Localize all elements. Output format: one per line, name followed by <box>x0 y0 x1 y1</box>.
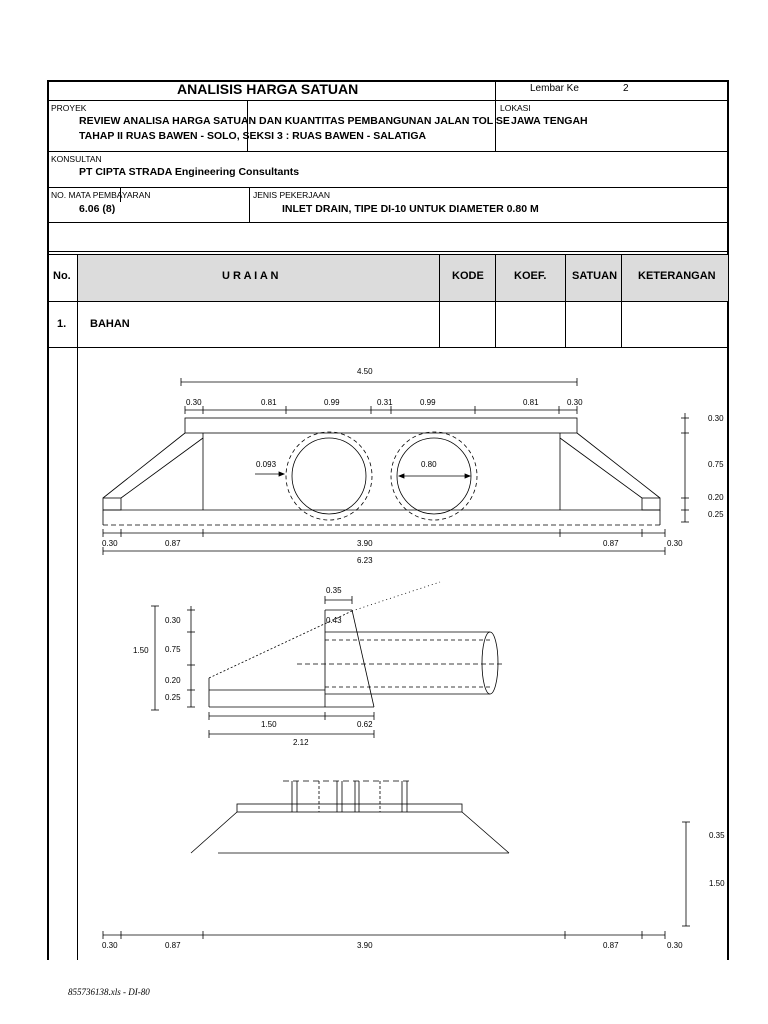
dim-bottom-seg: 3.90 <box>357 941 373 950</box>
dim-bottom-seg: 3.90 <box>357 539 373 548</box>
col-header-satuan: SATUAN <box>572 270 618 282</box>
dim-left: 0.25 <box>165 693 181 702</box>
col-header-uraian: U R A I A N <box>222 270 279 282</box>
proyek-label: PROYEK <box>51 103 87 113</box>
dim-slope: 0.43 <box>326 616 342 625</box>
proyek-line1: REVIEW ANALISA HARGA SATUAN DAN KUANTITAS PEMBANGUNAN JALAN TOL SE <box>79 115 510 127</box>
jenis-pekerjaan-value: INLET DRAIN, TIPE DI-10 UNTUK DIAMETER 0.80 M <box>282 203 539 215</box>
dim-bottom-total: 6.23 <box>357 556 373 565</box>
dim-top-seg: 0.31 <box>377 398 393 407</box>
col-header-no: No. <box>53 270 71 282</box>
lembar-label: Lembar Ke <box>530 83 579 94</box>
dim-left-total: 1.50 <box>133 646 149 655</box>
dim-bottom-total: 2.12 <box>293 738 309 747</box>
dim-right: 0.20 <box>708 493 724 502</box>
footer-filename: 855736138.xls - DI-80 <box>68 987 150 997</box>
dim-top-seg: 0.99 <box>420 398 436 407</box>
dim-top-seg: 0.81 <box>261 398 277 407</box>
mata-pembayaran-value: 6.06 (8) <box>79 203 116 215</box>
dim-right: 1.50 <box>709 879 725 888</box>
dim-left: 0.30 <box>165 616 181 625</box>
dim-bottom-seg: 0.30 <box>102 941 118 950</box>
col-header-koef: KOEF. <box>514 270 547 282</box>
dim-bottom-seg: 0.62 <box>357 720 373 729</box>
col-header-keterangan: KETERANGAN <box>638 270 716 282</box>
dim-bottom-seg: 0.30 <box>102 539 118 548</box>
dim-left: 0.20 <box>165 676 181 685</box>
konsultan-label: KONSULTAN <box>51 154 102 164</box>
lembar-value: 2 <box>623 83 629 94</box>
dim-top-seg: 0.30 <box>186 398 202 407</box>
dim-top-seg: 0.99 <box>324 398 340 407</box>
jenis-pekerjaan-label: JENIS PEKERJAAN <box>253 190 330 200</box>
dim-bottom-seg: 0.30 <box>667 539 683 548</box>
dim-top: 0.35 <box>326 586 342 595</box>
mata-pembayaran-label: NO. MATA PEMBAYARAN <box>51 190 151 200</box>
lokasi-value: JAWA TENGAH <box>511 115 588 127</box>
row-uraian: BAHAN <box>90 318 130 330</box>
page-title: ANALISIS HARGA SATUAN <box>177 81 359 97</box>
dim-right: 0.35 <box>709 831 725 840</box>
row-no: 1. <box>57 318 67 330</box>
dim-right: 0.30 <box>708 414 724 423</box>
dim-bottom-seg: 0.87 <box>165 539 181 548</box>
lokasi-label: LOKASI <box>500 103 531 113</box>
konsultan-value: PT CIPTA STRADA Engineering Consultants <box>79 166 300 178</box>
dim-pipe-offset: 0.093 <box>256 460 277 469</box>
dim-right: 0.75 <box>708 460 724 469</box>
dim-bottom-seg: 0.87 <box>603 539 619 548</box>
dim-bottom-seg: 1.50 <box>261 720 277 729</box>
dim-bottom-seg: 0.87 <box>165 941 181 950</box>
dim-top-seg: 0.30 <box>567 398 583 407</box>
col-header-kode: KODE <box>452 270 484 282</box>
dim-pipe-diameter: 0.80 <box>421 460 437 469</box>
dim-top-total: 4.50 <box>357 367 373 376</box>
dim-bottom-seg: 0.87 <box>603 941 619 950</box>
proyek-line2: TAHAP II RUAS BAWEN - SOLO, SEKSI 3 : RUAS BAWEN - SALATIGA <box>79 130 427 142</box>
dim-right: 0.25 <box>708 510 724 519</box>
dim-left: 0.75 <box>165 645 181 654</box>
dim-top-seg: 0.81 <box>523 398 539 407</box>
dim-bottom-seg: 0.30 <box>667 941 683 950</box>
